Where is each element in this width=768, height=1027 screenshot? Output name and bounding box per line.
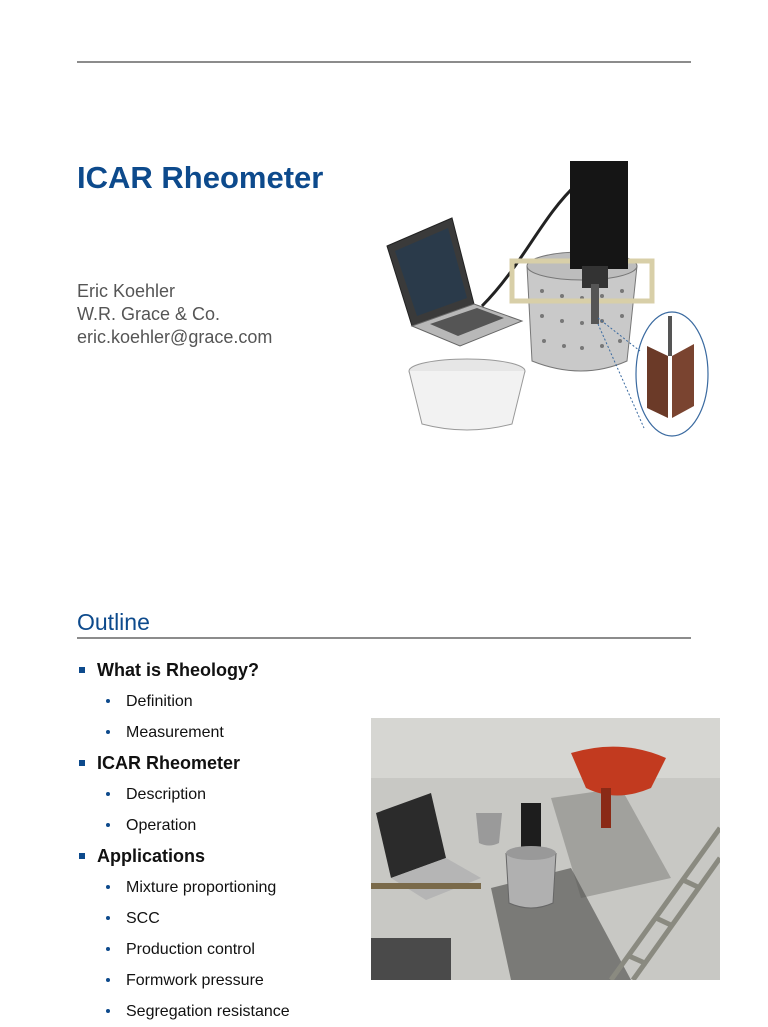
list-item: Formwork pressure [77, 965, 367, 996]
page-title: ICAR Rheometer [77, 160, 324, 195]
square-bullet-icon [79, 853, 85, 859]
outline-rule [77, 637, 691, 639]
dot-bullet-icon [106, 978, 110, 982]
dot-bullet-icon [106, 885, 110, 889]
dot-bullet-icon [106, 792, 110, 796]
dot-bullet-icon [106, 947, 110, 951]
list-item: ICAR Rheometer [77, 748, 367, 779]
square-bullet-icon [79, 667, 85, 673]
top-rule [77, 61, 691, 63]
author-name: Eric Koehler [77, 281, 176, 301]
author-company: W.R. Grace & Co. [77, 304, 221, 324]
dot-bullet-icon [106, 916, 110, 920]
field-test-photo [371, 718, 720, 980]
list-item: Operation [77, 810, 367, 841]
list-item: Segregation resistance [77, 996, 367, 1027]
list-item: Description [77, 779, 367, 810]
dot-bullet-icon [106, 1009, 110, 1013]
rheometer-illustration [382, 156, 712, 442]
square-bullet-icon [79, 760, 85, 766]
author-email: eric.koehler@grace.com [77, 327, 273, 347]
outline-list [77, 655, 367, 1027]
author-block [77, 280, 272, 349]
dot-bullet-icon [106, 730, 110, 734]
list-item: SCC [77, 903, 367, 934]
dot-bullet-icon [106, 823, 110, 827]
list-item: Measurement [77, 717, 367, 748]
list-item: Definition [77, 686, 367, 717]
list-item: What is Rheology? [77, 655, 367, 686]
list-item: Production control [77, 934, 367, 965]
dot-bullet-icon [106, 699, 110, 703]
outline-title: Outline [77, 609, 150, 635]
list-item: Mixture proportioning [77, 872, 367, 903]
vane-icon [598, 312, 708, 436]
list-item: Applications [77, 841, 367, 872]
